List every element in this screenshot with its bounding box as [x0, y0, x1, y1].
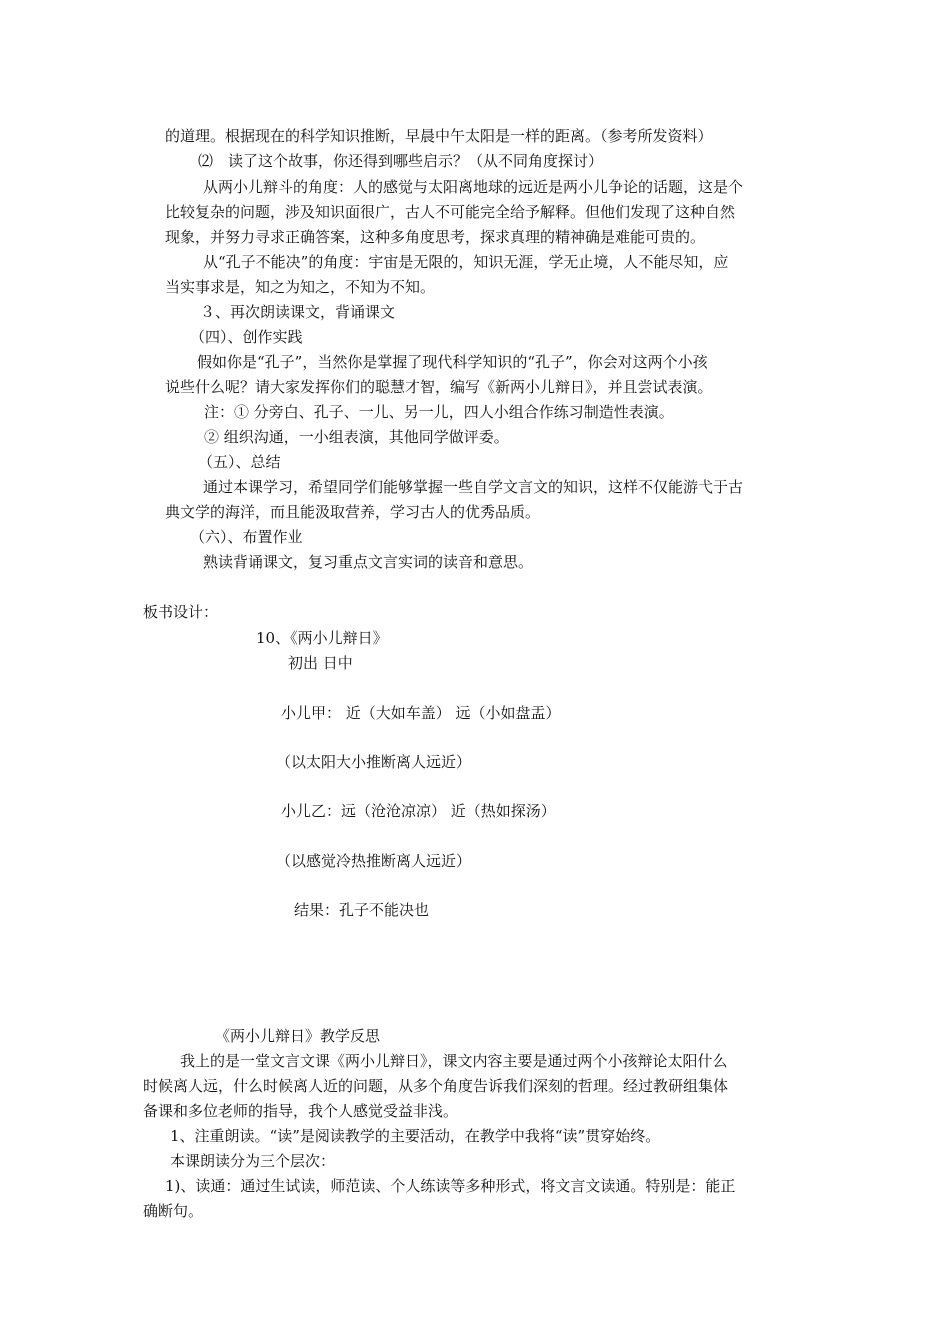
paragraph-line: 现象，并努力寻求正确答案，这种多角度思考，探求真理的精神确是难能可贵的。	[165, 228, 706, 246]
paragraph-line: 备课和多位老师的指导，我个人感觉受益非浅。	[143, 1102, 459, 1120]
note-line: ② 组织沟通，一小组表演，其他同学做评委。	[204, 428, 509, 446]
paragraph-line: 1、注重朗读。“读”是阅读教学的主要活动，在教学中我将“读”贯穿始终。	[170, 1127, 661, 1145]
paragraph-line: 说些什么呢？请大家发挥你们的聪慧才智，编写《新两小儿辩日》，并且尝试表演。	[165, 378, 713, 396]
section-heading: （六）、布置作业	[190, 528, 303, 546]
paragraph-line: 通过本课学习，希望同学们能够掌握一些自学文言文的知识，这样不仅能游弋于古	[203, 478, 744, 496]
paragraph-line: 确断句。	[143, 1202, 204, 1220]
step-heading: ３、再次朗读课文，背诵课文	[200, 303, 396, 321]
board-title: 10、《两小儿辩日》	[256, 629, 388, 647]
paragraph-line: 我上的是一堂文言文课《两小儿辩日》，课文内容主要是通过两个小孩辩论太阳什么	[180, 1052, 728, 1070]
paragraph-line: ⑵ 读了这个故事，你还得到哪些启示？（从不同角度探讨）	[198, 152, 604, 170]
paragraph-line: 1)、读通：通过生试读，师范读、个人练读等多种形式，将文言文读通。特别是：能正	[165, 1177, 736, 1195]
paragraph-line: 熟读背诵课文，复习重点文言实词的读音和意思。	[203, 553, 534, 571]
paragraph-line: 当实事求是，知之为知之，不知为不知。	[165, 278, 436, 296]
paragraph-line: 的道理。根据现在的科学知识推断，早晨中午太阳是一样的距离。（参考所发资料）	[165, 127, 713, 145]
board-heading: 板书设计：	[143, 603, 219, 621]
board-kid1-note: （以太阳大小推断离人远近）	[276, 753, 472, 771]
note-line: 注：① 分旁白、孔子、一儿、另一儿，四人小组合作练习制造性表演。	[204, 403, 674, 421]
paragraph-line: 典文学的海洋，而且能汲取营养，学习古人的优秀品质。	[165, 503, 541, 521]
paragraph-line: 时候离人远，什么时候离人近的问题，从多个角度告诉我们深刻的哲理。经过教研组集体	[143, 1077, 729, 1095]
reflection-title: 《两小儿辩日》教学反思	[215, 1027, 381, 1045]
section-heading: （五）、总结	[198, 453, 281, 471]
paragraph-line: 比较复杂的问题，涉及知识面很广，古人不可能完全给予解释。但他们发现了这种自然	[165, 203, 736, 221]
section-heading: （四）、创作实践	[190, 328, 303, 346]
board-kid1: 小儿甲： 近（大如车盖） 远（小如盘盂）	[281, 704, 561, 722]
paragraph-line: 从两小儿辩斗的角度：人的感觉与太阳离地球的远近是两小儿争论的话题，这是个	[203, 178, 744, 196]
board-kid2: 小儿乙：远（沧沧凉凉） 近（热如探汤）	[281, 802, 556, 820]
paragraph-line: 假如你是“孔子”，当然你是掌握了现代科学知识的“孔子”，你会对这两个小孩	[197, 353, 708, 371]
board-result: 结果：孔子不能决也	[294, 901, 430, 919]
paragraph-line: 本课朗读分为三个层次：	[170, 1152, 336, 1170]
board-times: 初出 日中	[288, 654, 353, 672]
board-kid2-note: （以感觉冷热推断离人远近）	[276, 852, 472, 870]
paragraph-line: 从“孔子不能决”的角度：宇宙是无限的，知识无涯，学无止境，人不能尽知，应	[203, 253, 729, 271]
